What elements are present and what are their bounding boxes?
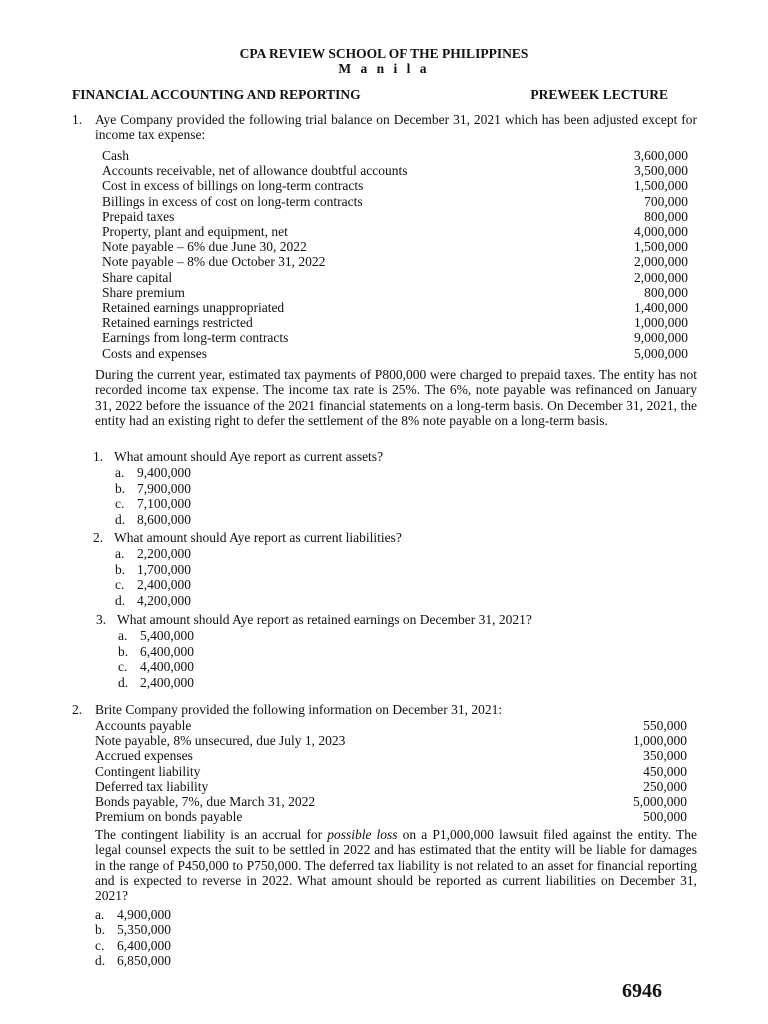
table-row bbox=[102, 224, 688, 239]
account-amount: 1,000,000 bbox=[634, 315, 688, 331]
answer-option bbox=[115, 593, 191, 609]
option-letter: d. bbox=[115, 511, 126, 527]
question-text: What amount should Aye report as current liabilities? bbox=[114, 530, 402, 545]
answer-option bbox=[115, 562, 191, 578]
account-amount: 700,000 bbox=[644, 193, 688, 209]
account-amount: 1,500,000 bbox=[634, 239, 688, 255]
question-number: 2. bbox=[93, 530, 104, 545]
account-name: Property, plant and equipment, net bbox=[102, 224, 288, 239]
item-amount: 5,000,000 bbox=[633, 794, 687, 809]
problem2-narrative bbox=[95, 827, 697, 903]
table-row bbox=[102, 163, 688, 178]
table-row bbox=[95, 748, 687, 763]
option-value: 2,200,000 bbox=[137, 546, 191, 561]
table-row bbox=[95, 779, 687, 794]
table-row bbox=[102, 315, 688, 330]
account-name: Note payable – 6% due June 30, 2022 bbox=[102, 239, 307, 255]
account-name: Accounts receivable, net of allowance doubtful accounts bbox=[102, 163, 408, 179]
table-row bbox=[102, 209, 688, 224]
account-amount: 1,500,000 bbox=[634, 178, 688, 194]
option-letter: d. bbox=[115, 592, 126, 608]
account-amount: 3,600,000 bbox=[634, 148, 688, 163]
option-value: 7,900,000 bbox=[137, 480, 191, 496]
item-name: Bonds payable, 7%, due March 31, 2022 bbox=[95, 794, 316, 809]
option-letter: b. bbox=[115, 561, 126, 577]
option-value: 7,100,000 bbox=[137, 496, 191, 512]
option-letter: d. bbox=[118, 674, 129, 690]
table-row bbox=[102, 178, 688, 193]
account-amount: 3,500,000 bbox=[634, 163, 688, 179]
table-row bbox=[102, 239, 688, 254]
item-amount: 250,000 bbox=[643, 778, 687, 794]
item-amount: 550,000 bbox=[643, 718, 687, 733]
table-row bbox=[102, 148, 688, 163]
option-letter: c. bbox=[118, 659, 128, 675]
option-value: 6,400,000 bbox=[117, 937, 171, 953]
account-amount: 800,000 bbox=[644, 208, 688, 224]
answer-option bbox=[95, 938, 171, 954]
table-row bbox=[102, 285, 688, 300]
subject-title: FINANCIAL ACCOUNTING AND REPORTING bbox=[72, 87, 361, 102]
item-amount: 450,000 bbox=[643, 763, 687, 779]
question-text: What amount should Aye report as retained earnings on December 31, 2021? bbox=[117, 612, 532, 627]
option-value: 5,350,000 bbox=[117, 922, 171, 938]
narrative-part-b: on a P1,000,000 lawsuit filed against the entity. The legal counsel expects the suit to be settled in 2022 and has estimated that the entity will be liable for damages in the range of P450,000 to P750,000. The deferred tax liability is not related to an asset for financial reporting and is expected to reverse in 2022. What amount should be reported as current liabilities on December 31, 2021? bbox=[95, 827, 697, 904]
answer-option bbox=[115, 465, 191, 481]
item-name: Accounts payable bbox=[95, 718, 192, 733]
account-amount: 5,000,000 bbox=[634, 345, 688, 361]
answer-option bbox=[115, 496, 191, 512]
account-amount: 2,000,000 bbox=[634, 269, 688, 285]
option-value: 4,200,000 bbox=[137, 592, 191, 608]
account-name: Earnings from long-term contracts bbox=[102, 330, 289, 346]
problem1-intro: Aye Company provided the following trial balance on December 31, 2021 which has been adjusted except for income tax expense: bbox=[95, 112, 697, 143]
option-letter: b. bbox=[95, 922, 106, 938]
problem2-intro: Brite Company provided the following information on December 31, 2021: bbox=[95, 702, 503, 717]
option-value: 1,700,000 bbox=[137, 561, 191, 577]
answer-option bbox=[115, 481, 191, 497]
option-letter: a. bbox=[118, 628, 128, 643]
narrative-part-a: The contingent liability is an accrual for bbox=[95, 827, 328, 842]
item-name: Premium on bonds payable bbox=[95, 809, 243, 825]
question-number: 3. bbox=[96, 612, 107, 627]
account-name: Cost in excess of billings on long-term contracts bbox=[102, 178, 364, 194]
item-amount: 500,000 bbox=[643, 809, 687, 825]
narrative-emphasis: possible loss bbox=[327, 827, 398, 842]
lecture-title: PREWEEK LECTURE bbox=[530, 87, 668, 102]
option-value: 4,400,000 bbox=[140, 659, 194, 675]
city-name: M a n i l a bbox=[338, 61, 430, 76]
problem1-number: 1. bbox=[72, 112, 83, 127]
option-value: 2,400,000 bbox=[140, 674, 194, 690]
table-row bbox=[95, 718, 687, 733]
account-amount: 4,000,000 bbox=[634, 224, 688, 239]
answer-option bbox=[95, 907, 171, 923]
account-name: Share capital bbox=[102, 269, 173, 285]
item-name: Contingent liability bbox=[95, 763, 201, 779]
answer-option bbox=[118, 675, 194, 691]
table-row bbox=[95, 733, 687, 748]
table-row bbox=[102, 300, 688, 315]
account-amount: 800,000 bbox=[644, 284, 688, 300]
problem2-number: 2. bbox=[72, 702, 83, 717]
table-row bbox=[102, 330, 688, 345]
answer-option bbox=[118, 659, 194, 675]
question-text: What amount should Aye report as current assets? bbox=[114, 449, 384, 464]
account-name: Cash bbox=[102, 148, 129, 163]
table-row bbox=[102, 194, 688, 209]
answer-option bbox=[118, 644, 194, 660]
school-name: CPA REVIEW SCHOOL OF THE PHILIPPINES bbox=[239, 46, 529, 61]
table-row bbox=[95, 764, 687, 779]
option-letter: c. bbox=[115, 496, 125, 512]
item-amount: 1,000,000 bbox=[633, 733, 687, 749]
account-name: Prepaid taxes bbox=[102, 208, 175, 224]
table-row bbox=[102, 254, 688, 269]
option-letter: c. bbox=[95, 937, 105, 953]
option-value: 4,900,000 bbox=[117, 907, 171, 922]
option-letter: b. bbox=[118, 643, 129, 659]
option-letter: b. bbox=[115, 480, 126, 496]
answer-option bbox=[118, 628, 194, 644]
account-amount: 2,000,000 bbox=[634, 254, 688, 270]
item-name: Accrued expenses bbox=[95, 748, 193, 764]
account-amount: 1,400,000 bbox=[634, 300, 688, 315]
option-value: 6,400,000 bbox=[140, 643, 194, 659]
option-value: 5,400,000 bbox=[140, 628, 194, 643]
answer-option bbox=[95, 922, 171, 938]
account-name: Retained earnings restricted bbox=[102, 315, 253, 331]
option-value: 9,400,000 bbox=[137, 465, 191, 480]
answer-option bbox=[95, 953, 171, 969]
answer-option bbox=[115, 546, 191, 562]
option-letter: a. bbox=[95, 907, 105, 922]
answer-option bbox=[115, 577, 191, 593]
account-name: Share premium bbox=[102, 284, 185, 300]
option-letter: d. bbox=[95, 953, 106, 969]
option-value: 6,850,000 bbox=[117, 953, 171, 969]
option-value: 2,400,000 bbox=[137, 577, 191, 593]
problem1-narrative: During the current year, estimated tax payments of P800,000 were charged to prepaid taxes. The entity has not recorded income tax expense. The income tax rate is 25%. The 6%, note payable was refinanced on January 31, 2022 before the issuance of the 2021 financial statements on a long-term basis. On December 31, 2021, the entity had an existing right to defer the settlement of the 8% note payable on a long-term basis. bbox=[95, 367, 697, 428]
item-name: Deferred tax liability bbox=[95, 778, 209, 794]
account-name: Costs and expenses bbox=[102, 345, 207, 361]
account-name: Billings in excess of cost on long-term contracts bbox=[102, 193, 363, 209]
item-amount: 350,000 bbox=[643, 748, 687, 764]
option-letter: c. bbox=[115, 577, 125, 593]
option-letter: a. bbox=[115, 546, 125, 561]
table-row bbox=[95, 809, 687, 824]
account-name: Note payable – 8% due October 31, 2022 bbox=[102, 254, 326, 270]
account-amount: 9,000,000 bbox=[634, 330, 688, 346]
option-letter: a. bbox=[115, 465, 125, 480]
account-name: Retained earnings unappropriated bbox=[102, 300, 285, 315]
page-number: 6946 bbox=[622, 980, 662, 1002]
answer-option bbox=[115, 512, 191, 528]
table-row bbox=[102, 346, 688, 361]
table-row bbox=[95, 794, 687, 809]
item-name: Note payable, 8% unsecured, due July 1, 2023 bbox=[95, 733, 346, 749]
option-value: 8,600,000 bbox=[137, 511, 191, 527]
question-number: 1. bbox=[93, 449, 104, 464]
table-row bbox=[102, 270, 688, 285]
